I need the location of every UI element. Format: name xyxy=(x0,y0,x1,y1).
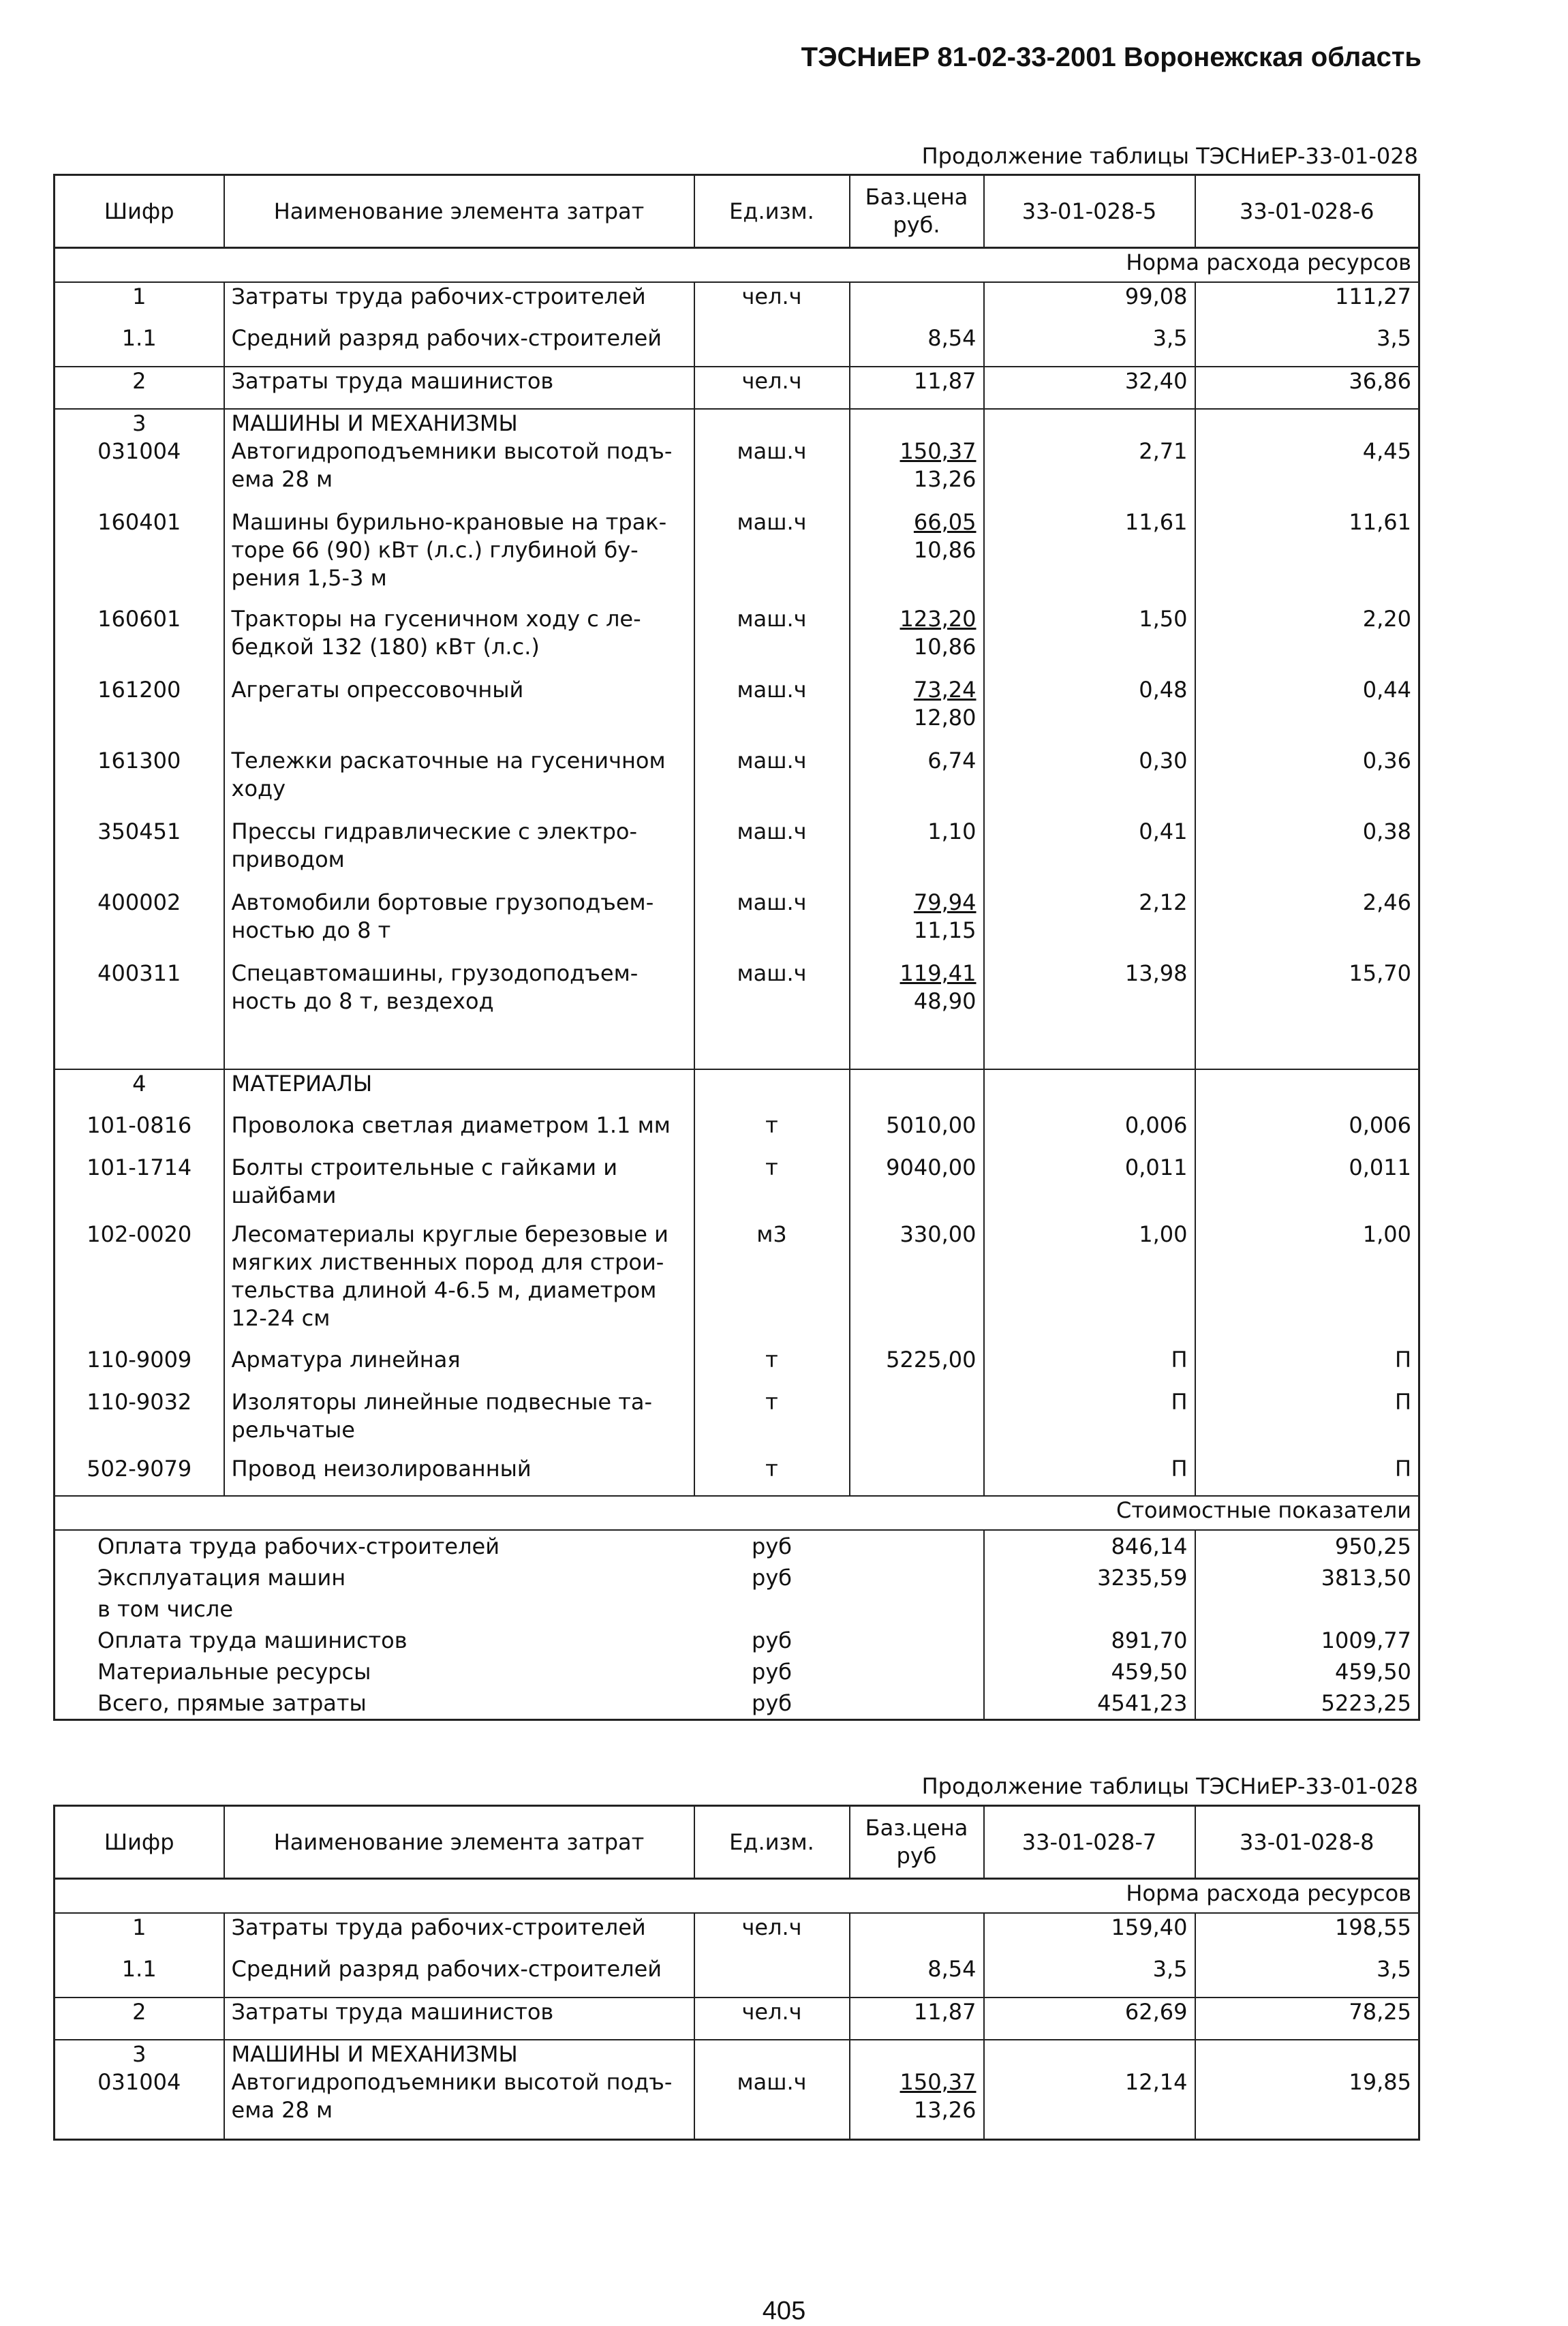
row-code: 031004 xyxy=(55,2068,224,2139)
row-price xyxy=(850,1913,984,1955)
price-wages: 11,15 xyxy=(913,917,977,943)
summary-name: Всего, прямые затраты xyxy=(97,1690,367,1716)
summary-row xyxy=(55,1656,1419,1687)
row-value-a: 32,40 xyxy=(984,367,1195,409)
row-name: Затраты труда машинистов xyxy=(224,1998,694,2040)
row-price xyxy=(850,1388,984,1455)
row-code: 161200 xyxy=(55,676,224,747)
row-price xyxy=(850,1455,984,1496)
row-code: 101-1714 xyxy=(55,1154,224,1221)
row-unit: маш.ч xyxy=(694,605,850,676)
row-value-b: П xyxy=(1195,1346,1419,1388)
row-name: Проволока светлая диаметром 1.1 мм xyxy=(224,1112,694,1154)
summary-unit: руб xyxy=(752,1690,792,1716)
table-row xyxy=(55,818,1419,889)
row-price: 5010,00 xyxy=(850,1112,984,1154)
price-total: 66,05 xyxy=(913,509,977,535)
row-name: Тракторы на гусеничном ходу с ле-бедкой 132 (180) кВт (л.с.) xyxy=(224,605,694,676)
row-code: 160601 xyxy=(55,605,224,676)
cost-label: Стоимостные показатели xyxy=(55,1496,1419,1530)
empty-cell xyxy=(850,2040,984,2068)
row-value-b: 19,85 xyxy=(1195,2068,1419,2139)
row-value-a: 1,50 xyxy=(984,605,1195,676)
row-value-a: 1,00 xyxy=(984,1221,1195,1346)
row-value-b: 3,5 xyxy=(1195,324,1419,367)
empty-cell xyxy=(55,1030,224,1069)
row-value-a: П xyxy=(984,1346,1195,1388)
row-code: 400311 xyxy=(55,960,224,1030)
row-value-a: 159,40 xyxy=(984,1913,1195,1955)
col-a-header: 33-01-028-7 xyxy=(984,1806,1195,1879)
row-value-b: 3,5 xyxy=(1195,1955,1419,1998)
row-value-a: 11,61 xyxy=(984,508,1195,605)
row-name: Лесоматериалы круглые березовые и мягких лиственных пород для строи-тельства длиной 4-6.5 м, диаметром 12-24 см xyxy=(224,1221,694,1346)
empty-cell xyxy=(850,1069,984,1112)
summary-value-a: 4541,23 xyxy=(984,1687,1195,1720)
summary-value-a: 3235,59 xyxy=(984,1562,1195,1593)
summary-name: в том числе xyxy=(97,1596,233,1622)
empty-cell xyxy=(1195,2040,1419,2068)
summary-row xyxy=(55,1625,1419,1656)
summary-row xyxy=(55,1562,1419,1593)
empty-cell xyxy=(850,1530,984,1562)
summary-value-b: 459,50 xyxy=(1195,1656,1419,1687)
row-unit xyxy=(694,324,850,367)
summary-row xyxy=(55,1530,1419,1562)
row-value-a: П xyxy=(984,1388,1195,1455)
summary-value-b: 950,25 xyxy=(1195,1530,1419,1562)
row-value-b: 0,006 xyxy=(1195,1112,1419,1154)
table-caption: Продолжение таблицы ТЭСНиЕР-33-01-028 xyxy=(921,143,1418,169)
price-total: 150,37 xyxy=(900,2069,977,2095)
row-value-a: 0,41 xyxy=(984,818,1195,889)
row-unit xyxy=(694,1955,850,1998)
price-wages: 48,90 xyxy=(913,988,977,1014)
row-name: Спецавтомашины, грузодоподъем-ность до 8 т, вездеход xyxy=(224,960,694,1030)
row-value-b: 36,86 xyxy=(1195,367,1419,409)
table-row xyxy=(55,508,1419,605)
row-code: 110-9009 xyxy=(55,1346,224,1388)
price-total: 150,37 xyxy=(900,438,977,464)
empty-cell xyxy=(694,2040,850,2068)
price-total: 1,10 xyxy=(927,818,977,844)
empty-cell xyxy=(694,409,850,438)
price-total: 123,20 xyxy=(900,606,977,632)
price-wages: 13,26 xyxy=(913,2097,977,2123)
empty-cell xyxy=(984,409,1195,438)
table-row xyxy=(55,2068,1419,2139)
row-code: 161300 xyxy=(55,747,224,818)
row-price xyxy=(850,747,984,818)
table-row xyxy=(55,676,1419,747)
row-value-b: 0,011 xyxy=(1195,1154,1419,1221)
row-code: 400002 xyxy=(55,889,224,960)
empty-cell xyxy=(850,1030,984,1069)
row-name: Затраты труда рабочих-строителей xyxy=(224,1913,694,1955)
row-unit: т xyxy=(694,1455,850,1496)
summary-value-a: 846,14 xyxy=(984,1530,1195,1562)
row-name: Затраты труда машинистов xyxy=(224,367,694,409)
table-caption-2: Продолжение таблицы ТЭСНиЕР-33-01-028 xyxy=(921,1773,1418,1799)
summary-name: Оплата труда рабочих-строителей xyxy=(97,1533,499,1559)
col-a-header: 33-01-028-5 xyxy=(984,175,1195,248)
empty-cell xyxy=(850,1687,984,1720)
table-row xyxy=(55,324,1419,367)
row-code: 031004 xyxy=(55,438,224,508)
row-value-a: 0,006 xyxy=(984,1112,1195,1154)
row-price xyxy=(850,438,984,508)
row-value-a: 2,71 xyxy=(984,438,1195,508)
summary-name: Оплата труда машинистов xyxy=(97,1627,408,1653)
row-code: 110-9032 xyxy=(55,1388,224,1455)
row-code: 1.1 xyxy=(55,1955,224,1998)
row-value-b: 0,36 xyxy=(1195,747,1419,818)
row-unit: чел.ч xyxy=(694,282,850,324)
price-total: 6,74 xyxy=(927,748,977,774)
table-row xyxy=(55,367,1419,409)
row-value-b: 111,27 xyxy=(1195,282,1419,324)
summary-name: Материальные ресурсы xyxy=(97,1659,371,1685)
row-code: 2 xyxy=(55,367,224,409)
summary-row xyxy=(55,1687,1419,1720)
row-price: 8,54 xyxy=(850,324,984,367)
row-unit: маш.ч xyxy=(694,960,850,1030)
row-value-b: 2,20 xyxy=(1195,605,1419,676)
empty-cell xyxy=(850,1593,984,1625)
row-value-b: 0,44 xyxy=(1195,676,1419,747)
table-row xyxy=(55,282,1419,324)
col-unit-header: Ед.изм. xyxy=(694,175,850,248)
summary-value-b: 5223,25 xyxy=(1195,1687,1419,1720)
row-name: Затраты труда рабочих-строителей xyxy=(224,282,694,324)
col-code-header: Шифр xyxy=(55,175,224,248)
summary-value-a: 459,50 xyxy=(984,1656,1195,1687)
row-value-b: 198,55 xyxy=(1195,1913,1419,1955)
page-number: 405 xyxy=(762,2297,806,2325)
row-value-b: П xyxy=(1195,1388,1419,1455)
row-code: 1.1 xyxy=(55,324,224,367)
row-price xyxy=(850,676,984,747)
row-code: 101-0816 xyxy=(55,1112,224,1154)
empty-cell xyxy=(1195,1030,1419,1069)
empty-cell xyxy=(850,1656,984,1687)
section-code: 4 xyxy=(55,1069,224,1112)
summary-value-a xyxy=(984,1593,1195,1625)
row-value-b: 78,25 xyxy=(1195,1998,1419,2040)
row-price: 8,54 xyxy=(850,1955,984,1998)
row-value-a: 0,30 xyxy=(984,747,1195,818)
empty-cell xyxy=(850,409,984,438)
summary-unit: руб xyxy=(752,1659,792,1685)
col-price-header: Баз.цена руб. xyxy=(850,175,984,248)
row-code: 2 xyxy=(55,1998,224,2040)
empty-cell xyxy=(984,1069,1195,1112)
table-row xyxy=(55,1112,1419,1154)
table-row xyxy=(55,1955,1419,1998)
summary-value-b: 3813,50 xyxy=(1195,1562,1419,1593)
summary-unit: руб xyxy=(752,1533,792,1559)
table-row xyxy=(55,747,1419,818)
section-title: МАШИНЫ И МЕХАНИЗМЫ xyxy=(224,409,694,438)
row-unit: т xyxy=(694,1112,850,1154)
table-row xyxy=(55,1455,1419,1496)
col-code-header: Шифр xyxy=(55,1806,224,1879)
col-b-header: 33-01-028-6 xyxy=(1195,175,1419,248)
row-name: Тележки раскаточные на гусеничном ходу xyxy=(224,747,694,818)
row-name: Средний разряд рабочих-строителей xyxy=(224,324,694,367)
empty-cell xyxy=(984,1030,1195,1069)
row-unit: маш.ч xyxy=(694,676,850,747)
page-header: ТЭСНиЕР 81-02-33-2001 Воронежская область xyxy=(801,42,1421,72)
empty-cell xyxy=(850,1562,984,1593)
price-total: 79,94 xyxy=(913,889,977,915)
price-wages: 10,86 xyxy=(913,634,977,660)
empty-cell xyxy=(984,2040,1195,2068)
row-price xyxy=(850,605,984,676)
row-unit: маш.ч xyxy=(694,889,850,960)
row-name: Автомобили бортовые грузоподъем-ностью до 8 т xyxy=(224,889,694,960)
summary-name: Эксплуатация машин xyxy=(97,1565,346,1591)
col-name-header: Наименование элемента затрат xyxy=(224,175,694,248)
row-unit: чел.ч xyxy=(694,1913,850,1955)
resource-table xyxy=(53,174,1420,1721)
price-wages: 10,86 xyxy=(913,537,977,563)
section-title: МАШИНЫ И МЕХАНИЗМЫ xyxy=(224,2040,694,2068)
row-price: 9040,00 xyxy=(850,1154,984,1221)
row-name: Автогидроподъемники высотой подъ-ема 28 м xyxy=(224,2068,694,2139)
row-value-b: П xyxy=(1195,1455,1419,1496)
col-unit-header: Ед.изм. xyxy=(694,1806,850,1879)
table-row xyxy=(55,960,1419,1030)
section-title: МАТЕРИАЛЫ xyxy=(224,1069,694,1112)
row-price xyxy=(850,889,984,960)
row-unit: чел.ч xyxy=(694,367,850,409)
table-row xyxy=(55,605,1419,676)
row-name: Прессы гидравлические с электро-приводом xyxy=(224,818,694,889)
summary-value-b xyxy=(1195,1593,1419,1625)
summary-row xyxy=(55,1593,1419,1625)
summary-unit: руб xyxy=(752,1627,792,1653)
row-unit: маш.ч xyxy=(694,438,850,508)
table-row xyxy=(55,1913,1419,1955)
table-row xyxy=(55,1346,1419,1388)
row-code: 350451 xyxy=(55,818,224,889)
row-value-b: 2,46 xyxy=(1195,889,1419,960)
row-name: Изоляторы линейные подвесные та-рельчатые xyxy=(224,1388,694,1455)
summary-unit: руб xyxy=(752,1565,792,1591)
row-code: 160401 xyxy=(55,508,224,605)
row-price: 5225,00 xyxy=(850,1346,984,1388)
row-unit: т xyxy=(694,1346,850,1388)
row-value-a: 13,98 xyxy=(984,960,1195,1030)
summary-value-a: 891,70 xyxy=(984,1625,1195,1656)
table-row xyxy=(55,438,1419,508)
row-price xyxy=(850,508,984,605)
col-name-header: Наименование элемента затрат xyxy=(224,1806,694,1879)
row-price: 330,00 xyxy=(850,1221,984,1346)
row-unit: м3 xyxy=(694,1221,850,1346)
table-row xyxy=(55,889,1419,960)
row-price xyxy=(850,960,984,1030)
row-code: 1 xyxy=(55,282,224,324)
summary-value-b: 1009,77 xyxy=(1195,1625,1419,1656)
empty-cell xyxy=(224,1030,694,1069)
row-unit: т xyxy=(694,1154,850,1221)
row-code: 102-0020 xyxy=(55,1221,224,1346)
empty-cell xyxy=(1195,1069,1419,1112)
section-code: 3 xyxy=(55,2040,224,2068)
row-unit: маш.ч xyxy=(694,747,850,818)
row-unit: т xyxy=(694,1388,850,1455)
row-price: 11,87 xyxy=(850,1998,984,2040)
row-value-b: 0,38 xyxy=(1195,818,1419,889)
price-wages: 12,80 xyxy=(913,705,977,731)
row-price xyxy=(850,818,984,889)
empty-cell xyxy=(1195,409,1419,438)
row-value-a: 2,12 xyxy=(984,889,1195,960)
row-name: Агрегаты опрессовочный xyxy=(224,676,694,747)
row-value-b: 4,45 xyxy=(1195,438,1419,508)
row-price xyxy=(850,2068,984,2139)
row-value-b: 11,61 xyxy=(1195,508,1419,605)
empty-cell xyxy=(850,1625,984,1656)
summary-unit xyxy=(694,1593,850,1625)
row-value-b: 15,70 xyxy=(1195,960,1419,1030)
row-unit: маш.ч xyxy=(694,508,850,605)
row-unit: маш.ч xyxy=(694,2068,850,2139)
section-code: 3 xyxy=(55,409,224,438)
norm-label: Норма расхода ресурсов xyxy=(55,248,1419,283)
empty-cell xyxy=(694,1069,850,1112)
table-row xyxy=(55,1221,1419,1346)
norm-label: Норма расхода ресурсов xyxy=(55,1879,1419,1914)
row-name: Машины бурильно-крановые на трак-торе 66 (90) кВт (л.с.) глубиной бу-рения 1,5-3 м xyxy=(224,508,694,605)
table-row xyxy=(55,1154,1419,1221)
price-wages: 13,26 xyxy=(913,466,977,492)
row-price xyxy=(850,282,984,324)
row-value-b: 1,00 xyxy=(1195,1221,1419,1346)
row-unit: маш.ч xyxy=(694,818,850,889)
row-value-a: 0,011 xyxy=(984,1154,1195,1221)
row-value-a: 3,5 xyxy=(984,324,1195,367)
row-name: Арматура линейная xyxy=(224,1346,694,1388)
row-value-a: 0,48 xyxy=(984,676,1195,747)
resource-table-2 xyxy=(53,1805,1420,2141)
row-name: Болты строительные с гайками и шайбами xyxy=(224,1154,694,1221)
col-price-header: Баз.цена руб xyxy=(850,1806,984,1879)
row-name: Средний разряд рабочих-строителей xyxy=(224,1955,694,1998)
table-row xyxy=(55,1998,1419,2040)
row-code: 502-9079 xyxy=(55,1455,224,1496)
table-row xyxy=(55,1388,1419,1455)
row-value-a: 99,08 xyxy=(984,282,1195,324)
price-total: 73,24 xyxy=(913,677,977,703)
row-name: Провод неизолированный xyxy=(224,1455,694,1496)
row-unit: чел.ч xyxy=(694,1998,850,2040)
row-code: 1 xyxy=(55,1913,224,1955)
row-value-a: П xyxy=(984,1455,1195,1496)
row-value-a: 3,5 xyxy=(984,1955,1195,1998)
price-total: 119,41 xyxy=(900,960,977,986)
row-name: Автогидроподъемники высотой подъ-ема 28 м xyxy=(224,438,694,508)
row-value-a: 62,69 xyxy=(984,1998,1195,2040)
row-price: 11,87 xyxy=(850,367,984,409)
row-value-a: 12,14 xyxy=(984,2068,1195,2139)
empty-cell xyxy=(694,1030,850,1069)
col-b-header: 33-01-028-8 xyxy=(1195,1806,1419,1879)
